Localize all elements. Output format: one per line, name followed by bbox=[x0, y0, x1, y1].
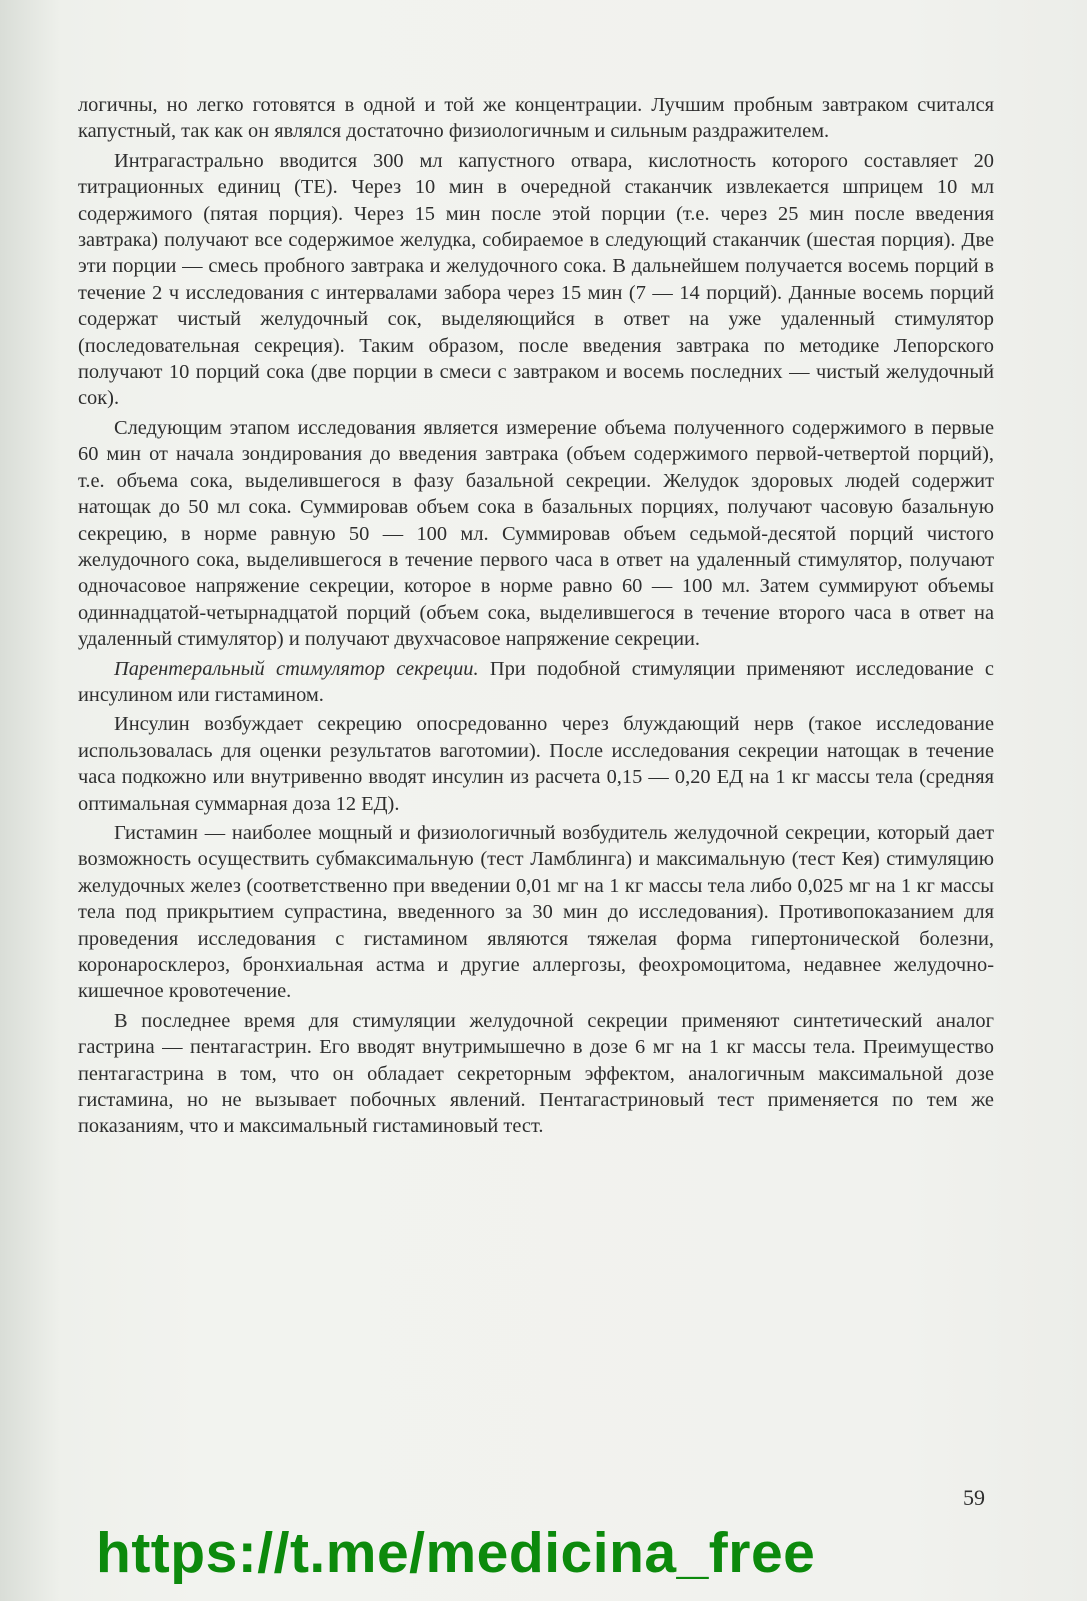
paragraph-4-text: При подобной стимуляции применяют исследование с инсулином или гистамином. bbox=[78, 657, 994, 706]
watermark-link[interactable]: https://t.me/medicina_free bbox=[96, 1521, 816, 1585]
page-number: 59 bbox=[963, 1485, 985, 1510]
paragraph-5: Инсулин возбуждает секрецию опосредованно через блуждающий нерв (такое исследование использовалась для оценки результатов ваготомии). После исследования секреции натощак в течение часа подкожно или внутривенно вводят инсулин из расчета 0,15 — 0,20 ЕД на 1 кг массы тела (средняя оптимальная суммарная доза 12 ЕД). bbox=[78, 713, 994, 815]
paragraph-1: логичны, но легко готовятся в одной и той же концентрации. Лучшим пробным завтраком считался капустный, так как он являлся достаточно физиологичным и сильным раздражителем. bbox=[78, 94, 994, 143]
paragraph-2: Интрагастрально вводится 300 мл капустного отвара, кислотность которого составляет 20 титрационных единиц (ТЕ). Через 10 мин в очередной стаканчик извлекается шприцем 10 мл содержимого (пятая порция). Через 15 мин после этой порции (т.е. через 25 мин после введения завтрака) получают все содержимое желудка, собираемое в следующий стаканчик (шестая порция). Две эти порции — смесь пробного завтрака и желудочного сока. В дальнейшем получается восемь порций в течение 2 ч исследования с интервалами забора через 15 мин (7 — 14 порций). Данные восемь порций содержат чистый желудочный сок, выделяющийся в ответ на уже удаленный стимулятор (последовательная секреция). Таким образом, после введения завтрака по методике Лепорского получают 10 порций сока (две порции в смеси с завтраком и восемь последних — чистый желудочный сок). bbox=[78, 149, 994, 410]
paragraph-6: Гистамин — наиболее мощный и физиологичный возбудитель желудочной секреции, который дает возможность осуществить субмаксимальную (тест Ламблинга) и максимальную (тест Кея) стимуляцию желудочных желез (соответственно при введении 0,01 мг на 1 кг массы тела либо 0,025 мг на 1 кг массы тела под прикрытием супрастина, введенного за 30 мин до исследования). Противопоказанием для проведения исследования с гистамином являются тяжелая форма гипертонической болезни, коронаросклероз, бронхиальная астма и другие аллергозы, феохромоцитома, недавнее желудочно-кишечное кровотечение. bbox=[78, 821, 994, 1003]
body-text bbox=[78, 92, 994, 1143]
paragraph-4 bbox=[78, 656, 994, 709]
paragraph-7: В последнее время для стимуляции желудочной секреции применяют синтетический аналог гастрина — пентагастрин. Его вводят внутримышечно в дозе 6 мг на 1 кг массы тела. Преимущество пентагастрина в том, что он обладает секреторным эффектом, аналогичным максимальной дозе гистамина, но не вызывает побочных явлений. Пентагастриновый тест применяется по тем же показаниям, что и максимальный гистаминовый тест. bbox=[78, 1009, 994, 1138]
paragraph-4-heading: Парентеральный стимулятор секреции. bbox=[114, 657, 479, 680]
paragraph-3: Следующим этапом исследования является измерение объема полученного содержимого в первые 60 мин от начала зондирования до введения завтрака (объем содержимого первой-четвертой порций), т.е. объема сока, выделившегося в фазу базальной секреции. Желудок здоровых людей содержит натощак до 50 мл сока. Суммировав объем сока в базальных порциях, получают часовую базальную секрецию, в норме равную 50 — 100 мл. Суммировав объем седьмой-десятой порций чистого желудочного сока, выделившегося в течение первого часа в ответ на удаленный стимулятор, получают одночасовое напряжение секреции, которое в норме равно 60 — 100 мл. Затем суммируют объемы одиннадцатой-четырнадцатой порций (объем сока, выделившегося в течение второго часа в ответ на удаленный стимулятор) и получают двухчасовое напряжение секреции. bbox=[78, 416, 994, 651]
